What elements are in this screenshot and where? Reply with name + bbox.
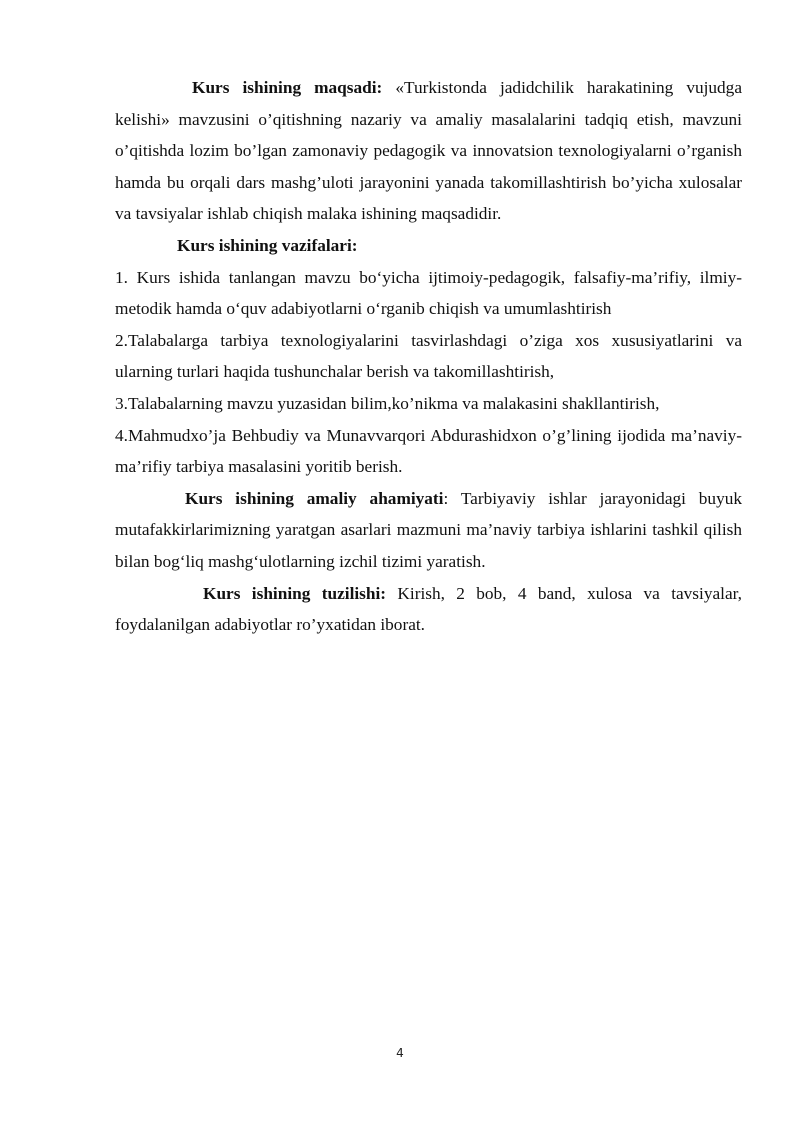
structure-heading: Kurs ishining tuzilishi: bbox=[203, 583, 387, 603]
practical-paragraph bbox=[115, 483, 742, 578]
page-content bbox=[115, 72, 742, 641]
structure-text: Kirish, 2 bob, 4 band, xulosa va tavsiyalar, foydalanilgan adabiyotlar ro’yxatidan iborat. bbox=[115, 583, 742, 635]
task-item-3: 3.Talabalarning mavzu yuzasidan bilim,ko’nikma va malakasini shakllantirish, bbox=[115, 393, 660, 413]
task-item-1: 1. Kurs ishida tanlangan mavzu bo‘yicha ijtimoiy-pedagogik, falsafiy-ma’rifiy, ilmiy-metodik hamda o‘quv adabiyotlarni o‘rganib chiqish va umumlashtirish bbox=[115, 267, 742, 319]
goal-text: «Turkistonda jadidchilik harakatining vujudga kelishi» mavzusini o’qitishning nazariy va amaliy masalalarini tadqiq etish, mavzuni o’qitishda lozim bo’lgan zamonaviy pedagogik va innovatsion texnologiyalarni o’rganish hamda bu orqali dars mashg’uloti jarayonini yanada takomillashtirish bo’yicha xulosalar va tavsiyalar ishlab chiqish malaka ishining maqsadidir. bbox=[115, 78, 742, 224]
task-item-2: 2.Talabalarga tarbiya texnologiyalarini tasvirlashdagi o’ziga xos xususiyatlarini va ularning turlari haqida tushunchalar berish va takomillashtirish, bbox=[115, 330, 742, 382]
page-number: 4 bbox=[396, 1046, 404, 1060]
practical-heading: Kurs ishining amaliy ahamiyati bbox=[185, 488, 444, 508]
task-item-4: 4.Mahmudxo’ja Behbudiy va Munavvarqori Abdurashidxon o’g’lining ijodida ma’naviy-ma’rifiy tarbiya masalasini yoritib berish. bbox=[115, 425, 742, 477]
tasks-heading-paragraph bbox=[115, 230, 742, 262]
structure-paragraph bbox=[115, 578, 742, 641]
goal-paragraph bbox=[115, 72, 742, 230]
goal-heading: Kurs ishining maqsadi: bbox=[192, 78, 383, 97]
practical-text: : Tarbiyaviy ishlar jarayonidagi buyuk mutafakkirlarimizning yaratgan asarlari mazmuni ma’naviy tarbiya ishlarini tashkil qilish bilan bog‘liq mashg‘ulotlarning izchil tizimi yaratish. bbox=[115, 488, 742, 571]
tasks-heading: Kurs ishining vazifalari: bbox=[177, 235, 358, 255]
